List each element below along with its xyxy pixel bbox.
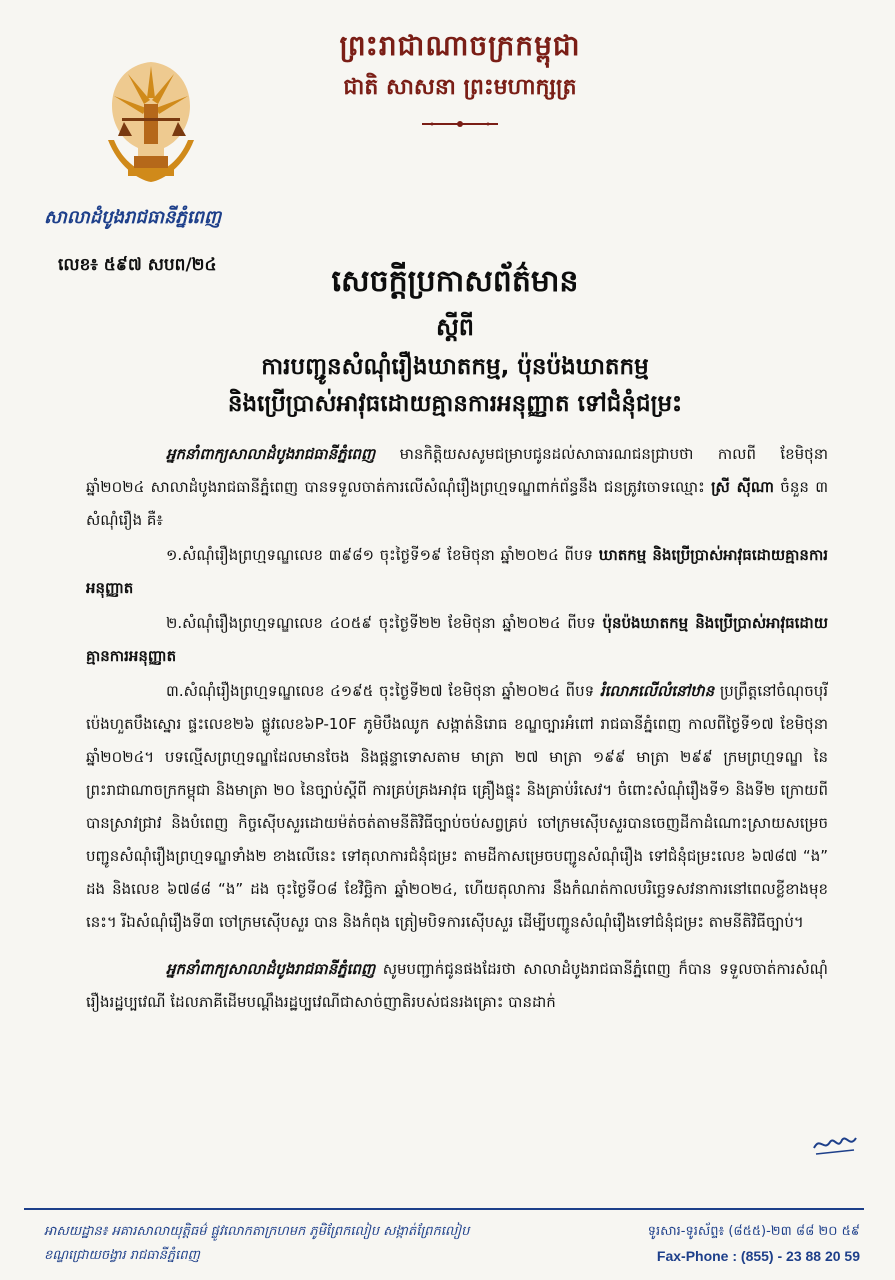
intro-paragraph [86, 438, 828, 537]
case-3-charge: រំលោភលើលំនៅឋាន [599, 682, 715, 700]
address-line-1: អាសយដ្ឋាន៖ អគារសាលាយុត្តិធម៌ ផ្លូវលោកតាក្រហមក ភូមិព្រែកលៀប សង្កាត់ព្រែកលៀប [44, 1224, 470, 1239]
case-1-text: ១.សំណុំរឿងព្រហ្មទណ្ឌលេខ ៣៩៨១ ចុះថ្ងៃទី១៩ ខែមិថុនា ឆ្នាំ២០២៤ ពីបទ [166, 546, 599, 564]
national-motto: ជាតិ សាសនា ព្រះមហាក្សត្រ [343, 74, 577, 100]
accused-name: ស្រី ស៊ីណា [711, 478, 774, 496]
footer-divider [24, 1208, 864, 1210]
court-name: សាលាដំបូងរាជធានីភ្នំពេញ [44, 207, 222, 228]
intro-text-end: ចំនួន ៣ សំណុំរឿង គឺ៖ [86, 478, 829, 529]
fax-phone: Fax-Phone : (855) - 23 88 20 59 [656, 1248, 860, 1264]
document-body [86, 438, 828, 1021]
reference-number: លេខ៖ ៥៩៧ សបព/២៤ [58, 255, 217, 275]
case-3-text: ៣.សំណុំរឿងព្រហ្មទណ្ឌលេខ ៤១៩៥ ចុះថ្ងៃទី២៧ ខែមិថុនា ឆ្នាំ២០២៤ ពីបទ [166, 682, 600, 700]
case-item-3 [86, 675, 828, 939]
second-paragraph [86, 953, 828, 1019]
spokesperson-label-2: អ្នកនាំពាក្យសាលាដំបូងរាជធានីភ្នំពេញ [166, 960, 376, 978]
case-2-text: ២.សំណុំរឿងព្រហ្មទណ្ឌលេខ ៤០៥៩ ចុះថ្ងៃទី២២ ខែមិថុនា ឆ្នាំ២០២៤ ពីបទ [166, 614, 603, 632]
footer-contact [610, 1220, 860, 1268]
title-line-3: ការបញ្ជូនសំណុំរឿងឃាតកម្ម, ប៉ុនប៉ងឃាតកម្ម [261, 354, 649, 380]
title-line-2: ស្តីពី [435, 313, 475, 341]
case-2-charge: ប៉ុនប៉ងឃាតកម្ម និងប្រើប្រាស់អាវុធដោយគ្មានការអនុញ្ញាត [86, 614, 828, 665]
spokesperson-label: អ្នកនាំពាក្យសាលាដំបូងរាជធានីភ្នំពេញ [166, 445, 376, 463]
case-3-details: ប្រព្រឹត្តនៅចំណុចបុរីប៉េងហួតបឹងស្នោរ ផ្ទះលេខ២៦ ផ្លូវលេខ៦P-10F ភូមិបឹងឈូក សង្កាត់និរោធ ខណ្ឌច្បារអំពៅ រាជធានីភ្នំពេញ កាលពីថ្ងៃទី១៧ ខែមិថុនា ឆ្នាំ២០២៤។ បទល្មើសព្រហ្មទណ្ឌដែលមានចែង និងផ្តន្ទាទោសតាម មាត្រា ២៧ មាត្រា ១៩៩ មាត្រា ២៩៩ ក្រមព្រហ្មទណ្ឌ នៃព្រះរាជាណាចក្រកម្ពុជា និងមាត្រា ២០ នៃច្បាប់ស្តីពី ការគ្រប់គ្រងអាវុធ គ្រឿងផ្ទុះ និងគ្រាប់រំសេវ។ ចំពោះសំណុំរឿងទី១ និងទី២ ក្រោយពីបានស្រាវជ្រាវ និងបំពេញ កិច្ចស៊ើបសួរដោយម៉ត់ចត់តាមនីតិវិធីច្បាប់ចប់សព្វគ្រប់ ចៅក្រមស៊ើបសួរបានចេញដីកាដំណោះស្រាយសម្រេច បញ្ជូនសំណុំរឿងព្រហ្មទណ្ឌទាំង២ ខាងលើនេះ ទៅតុលាការជំនុំជម្រះ តាមដីកាសម្រេចបញ្ជូនសំណុំរឿង ទៅជំនុំជម្រះលេខ ៦៧៨៧ “ង” ដង និងលេខ ៦៧៨៨ “ង” ដង ចុះថ្ងៃទី០៨ ខែវិច្ឆិកា ឆ្នាំ២០២៤, ហើយតុលាការ នឹងកំណត់កាលបរិច្ឆេទសវនាការនៅពេលខ្លីខាងមុខនេះ។ រីឯសំណុំរឿងទី៣ ចៅក្រមស៊ើបសួរ បាន និងកំពុង ត្រៀមបិទការស៊ើបសួរ ដើម្បីបញ្ជូនសំណុំរឿងទៅជំនុំជម្រះ តាមនីតិវិធីច្បាប់។ [86, 682, 829, 931]
footer-address [44, 1220, 564, 1268]
kingdom-header [300, 28, 620, 133]
intro-text: មានកិត្តិយសសូមជម្រាបជូនដល់សាធារណជនជ្រាបថា កាលពី ខែមិថុនា ឆ្នាំ២០២៤ សាលាដំបូងរាជធានីភ្នំពេញ បានទទួលចាត់ការលើសំណុំរឿងព្រហ្មទណ្ឌពាក់ព័ន្ធនឹង ជនត្រូវចោទឈ្មោះ [86, 445, 828, 496]
phone-khmer: ទូរសារ-ទូរស័ព្ទ៖ (៨៥៥)-២៣ ៨៨ ២០ ៥៩ [647, 1224, 860, 1239]
handwritten-initials-icon [810, 1128, 860, 1158]
case-1-charge: ឃាតកម្ម និងប្រើប្រាស់អាវុធដោយគ្មានការអនុញ្ញាត [86, 546, 828, 597]
court-emblem-icon [98, 56, 204, 196]
title-line-1: សេចក្តីប្រកាសព័ត៌មាន [331, 264, 579, 299]
second-paragraph-text: សូមបញ្ជាក់ជូនផងដែរថា សាលាដំបូងរាជធានីភ្នំពេញ ក៏បាន ទទួលចាត់ការសំណុំរឿងរដ្ឋប្បវេណី ដែលភាគីដើមបណ្តឹងរដ្ឋប្បវេណីជាសាច់ញាតិរបស់ជនរងគ្រោះ បានដាក់ [86, 960, 828, 1011]
ornament-divider-icon [422, 119, 498, 129]
document-title [150, 262, 760, 423]
title-line-4: និងប្រើប្រាស់អាវុធដោយគ្មានការអនុញ្ញាត ទៅជំនុំជម្រះ [227, 391, 683, 417]
case-item-1 [86, 539, 828, 605]
case-item-2 [86, 607, 828, 673]
kingdom-name: ព្រះរាជាណាចក្រកម្ពុជា [339, 29, 581, 62]
address-line-2: ខណ្ឌជ្រោយចង្វារ រាជធានីភ្នំពេញ [44, 1248, 200, 1263]
